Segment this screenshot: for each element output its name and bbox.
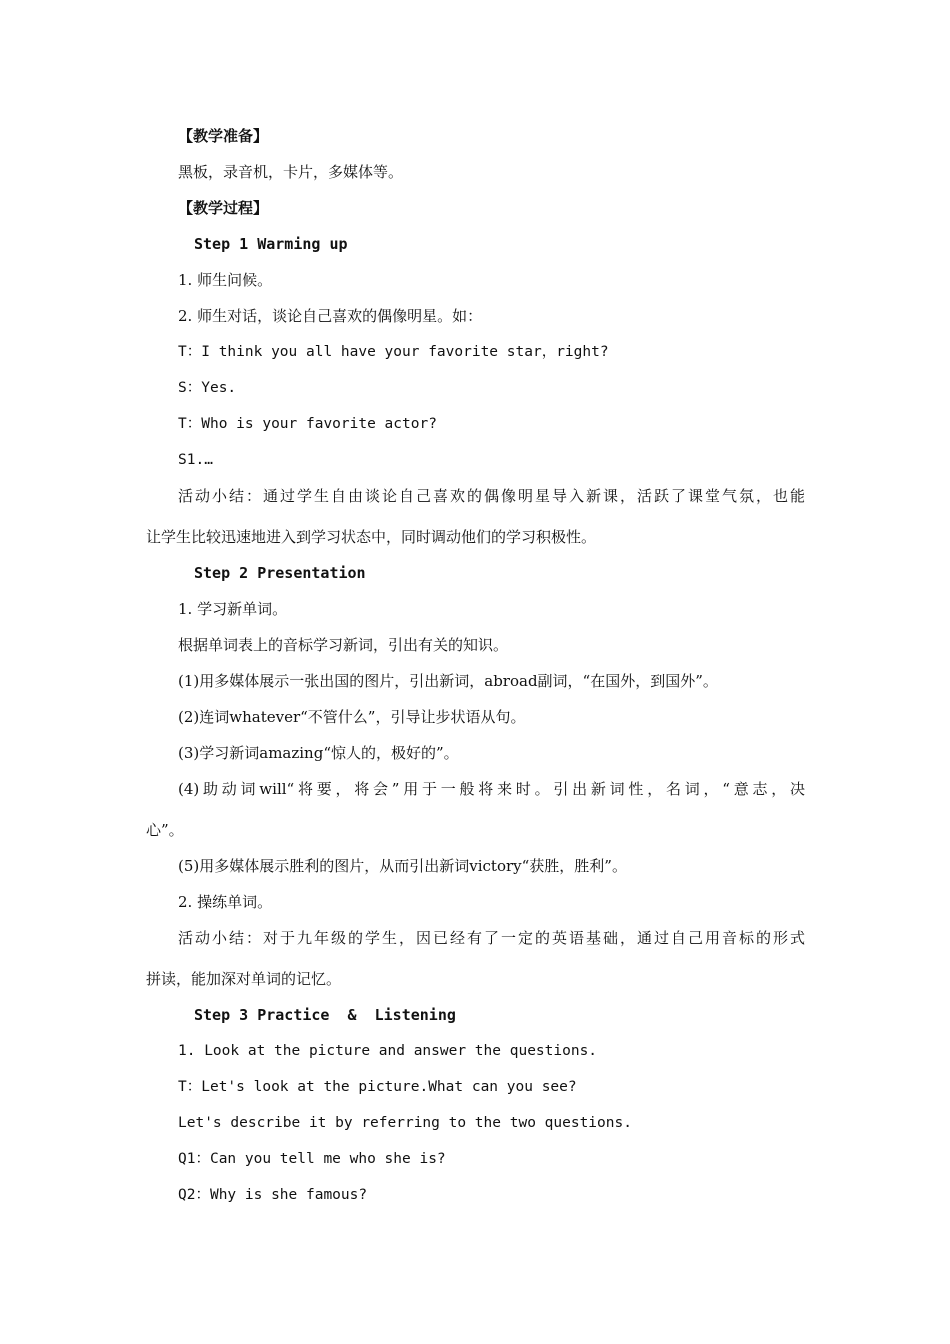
step3-dialogue-1: T：Let's look at the picture.What can you see?: [178, 1079, 577, 1095]
step2-summary-line-1: 活动小结：对于九年级的学生，因已经有了一定的英语基础，通过自己用音标的形式: [178, 929, 805, 947]
step1-item-2: 2. 师生对话，谈论自己喜欢的偶像明星。如：: [178, 307, 483, 325]
step1-item-1: 1. 师生问候。: [178, 271, 273, 289]
step3-item-1: 1. Look at the picture and answer the questions.: [178, 1043, 598, 1059]
step2-point-2: (2)连词whatever“不管什么”，引导让步状语从句。: [178, 708, 526, 726]
step2-item-1: 1. 学习新单词。: [178, 600, 288, 618]
step2-point-4-line-2: 心”。: [146, 821, 184, 839]
step2-title: Step 2 Presentation: [194, 564, 366, 582]
step2-point-3: (3)学习新词amazing“惊人的，极好的”。: [178, 744, 459, 762]
step1-dialogue-4: S1.…: [178, 452, 213, 468]
process-heading: 【教学过程】: [178, 199, 269, 217]
step3-question-2: Q2：Why is she famous?: [178, 1187, 368, 1203]
step1-summary-line-1: 活动小结：通过学生自由谈论自己喜欢的偶像明星导入新课，活跃了课堂气氛，也能: [178, 487, 805, 505]
prep-text: 黑板，录音机，卡片，多媒体等。: [178, 163, 404, 181]
step2-point-1: (1)用多媒体展示一张出国的图片，引出新词，abroad副词，“在国外，到国外”。: [178, 672, 718, 690]
step2-intro: 根据单词表上的音标学习新词，引出有关的知识。: [178, 636, 509, 654]
step1-title: Step 1 Warming up: [194, 235, 348, 253]
step3-title: Step 3 Practice & Listening: [194, 1006, 456, 1024]
step3-question-1: Q1：Can you tell me who she is?: [178, 1151, 446, 1167]
prep-heading: 【教学准备】: [178, 127, 269, 145]
step1-dialogue-2: S：Yes.: [178, 380, 237, 396]
step2-point-5: (5)用多媒体展示胜利的图片，从而引出新词victory“获胜，胜利”。: [178, 857, 627, 875]
step1-summary-line-2: 让学生比较迅速地进入到学习状态中，同时调动他们的学习积极性。: [146, 528, 597, 546]
step1-dialogue-3: T：Who is your favorite actor?: [178, 416, 437, 432]
step1-dialogue-1: T：I think you all have your favorite star，right?: [178, 344, 609, 360]
step2-point-4-line-1: (4)助动词will“将要，将会”用于一般将来时。引出新词性，名词，“意志，决: [178, 780, 805, 798]
step3-dialogue-2: Let's describe it by referring to the two questions.: [178, 1115, 632, 1131]
step2-summary-line-2: 拼读，能加深对单词的记忆。: [146, 970, 342, 988]
step2-item-2: 2. 操练单词。: [178, 893, 273, 911]
